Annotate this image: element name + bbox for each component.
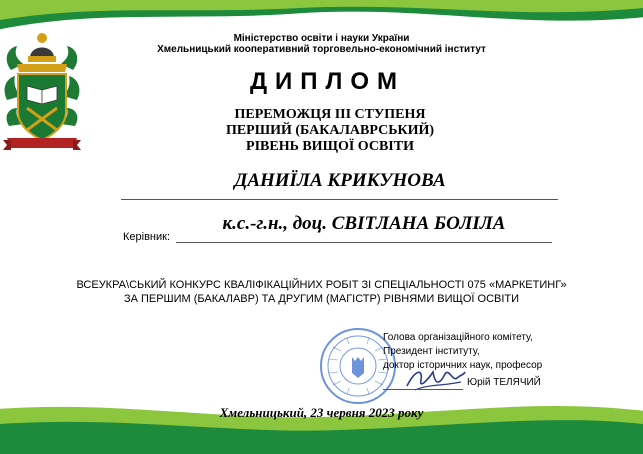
supervisor-underline <box>176 242 552 243</box>
degree-block <box>160 107 500 155</box>
recipient-underline <box>121 199 558 200</box>
ministry-name: Міністерство освіти і науки України <box>233 33 410 44</box>
signatory-title <box>383 331 542 373</box>
supervisor-label: Керівник: <box>123 231 171 243</box>
degree-line-1: ПЕРЕМОЖЦЯ ІІІ СТУПЕНЯ <box>234 107 426 122</box>
signatory-line-3: доктор історичних наук, професор <box>383 360 543 371</box>
diploma-title: ДИПЛОМ <box>249 68 406 95</box>
signatory-line-2: Президент інституту, <box>383 346 480 357</box>
contest-line-2: ЗА ПЕРШИМ (БАКАЛАВР) ТА ДРУГИМ (МАГІСТР) РІВНЯМИ ВИЩОЇ ОСВІТИ <box>123 293 520 305</box>
contest-line-1: ВСЕУКРА\СЬКИЙ КОНКУРС КВАЛІФІКАЦІЙНИХ РОБІТ ЗІ СПЕЦІАЛЬНОСТІ 075 «МАРКЕТИНГ» <box>76 279 567 291</box>
signatory-name: Юрій ТЕЛЯЧИЙ <box>467 377 541 388</box>
signatory-line-1: Голова організаційного комітету, <box>383 332 533 343</box>
recipient-name: ДАНИЇЛА КРИКУНОВА <box>234 170 446 191</box>
bottom-wave-decoration <box>0 394 643 454</box>
signature-underline <box>383 389 463 390</box>
degree-line-2: ПЕРШИЙ (БАКАЛАВРСЬКИЙ) <box>225 123 435 138</box>
place-and-date: Хмельницький, 23 червня 2023 року <box>219 405 424 420</box>
supervisor-name: к.с.-г.н., доц. СВІТЛАНА БОЛІЛА <box>222 213 506 234</box>
institute-name: Хмельницький кооперативний торговельно-економічний інститут <box>157 44 486 55</box>
degree-line-3: РІВЕНЬ ВИЩОЇ ОСВІТИ <box>246 139 414 154</box>
